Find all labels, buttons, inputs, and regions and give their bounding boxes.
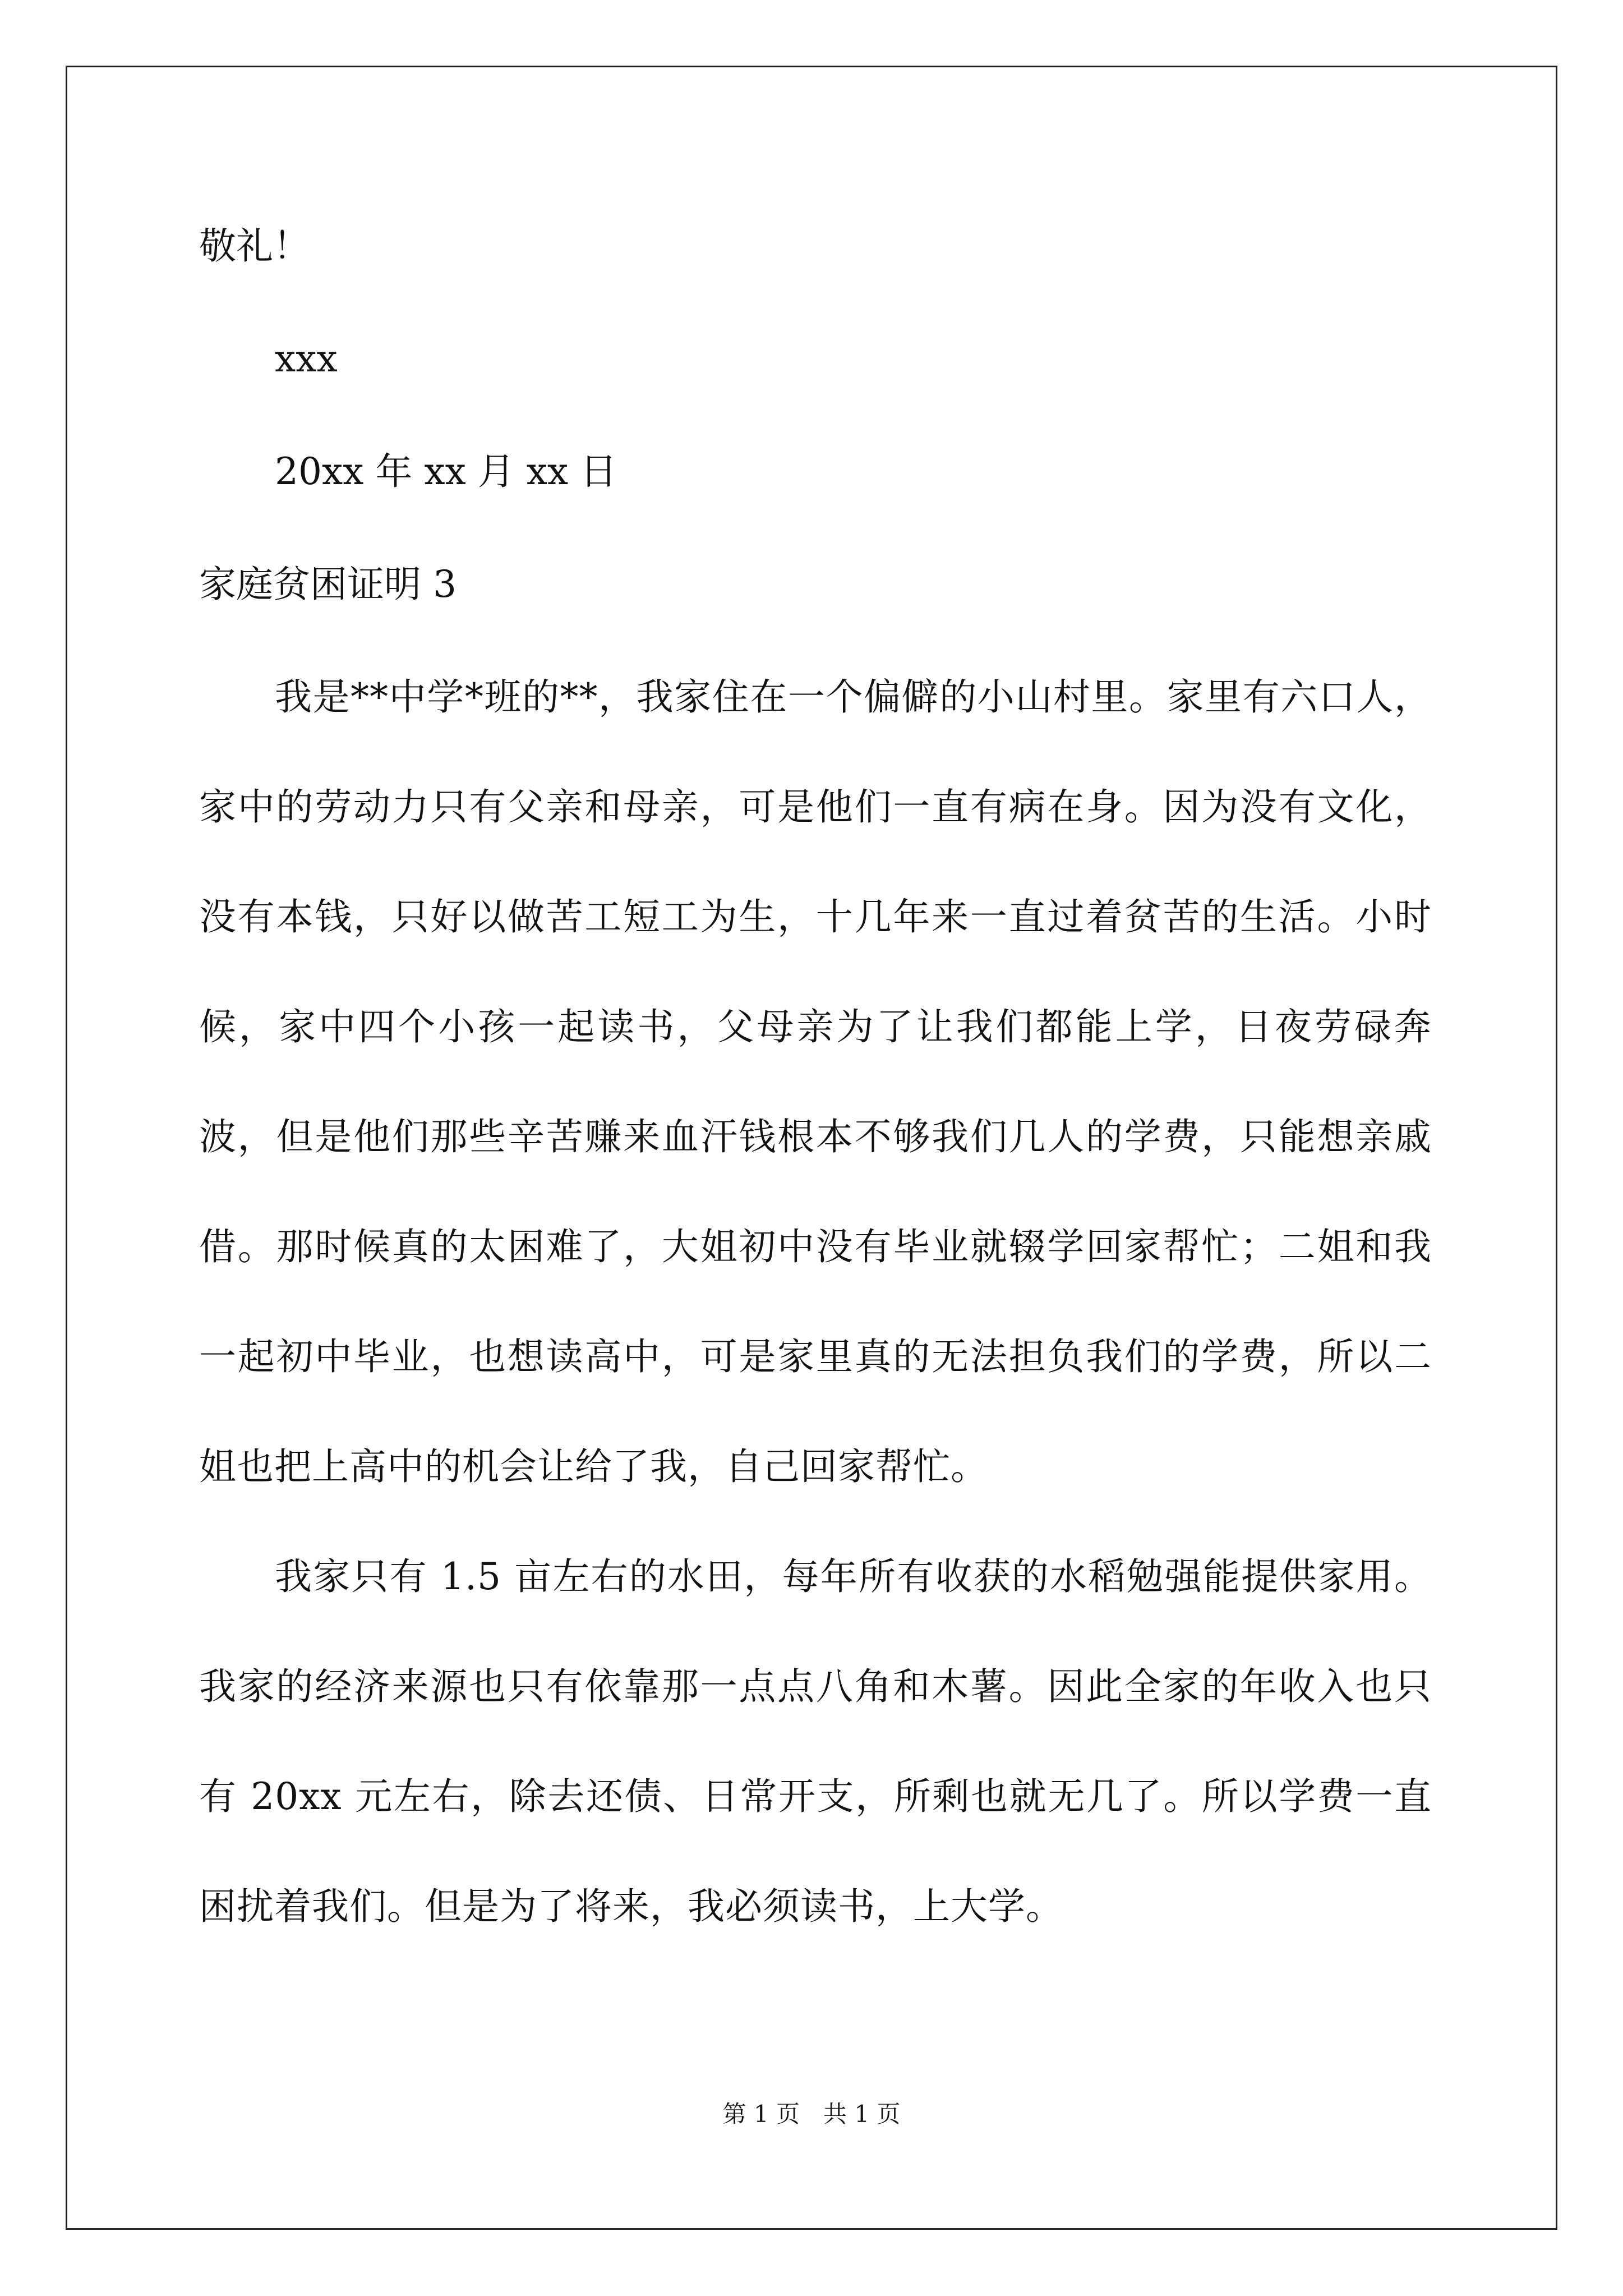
letter-sender: xxx xyxy=(275,337,338,380)
section-heading: 家庭贫困证明 3 xyxy=(199,563,457,606)
page-footer: 第 1 页 共 1 页 xyxy=(722,2100,901,2128)
letter-date: 20xx 年 xx 月 xx 日 xyxy=(275,450,617,493)
paragraph: 我家只有 1.5 亩左右的水田，每年所有收获的水稻勉强能提供家用。我家的经济来源也只有依靠那一点点八角和木薯。因此全家的年收入也只有 20xx 元左右，除去还债、日常开支，所剩也就无几了。所以学费一直困扰着我们。但是为了将来，我必须读书，上大学。 xyxy=(199,1555,1432,1928)
document-body xyxy=(199,213,1432,1962)
paragraph: 我是**中学*班的**，我家住在一个偏僻的小山村里。家里有六口人，家中的劳动力只有父亲和母亲，可是他们一直有病在身。因为没有文化，没有本钱，只好以做苦工短工为生，十几年来一直过着贫苦的生活。小时候，家中四个小孩一起读书，父母亲为了让我们都能上学，日夜劳碌奔波，但是他们那些辛苦赚来血汗钱根本不够我们几人的学费，只能想亲戚借。那时候真的太困难了，大姐初中没有毕业就辍学回家帮忙；二姐和我一起初中毕业，也想读高中，可是家里真的无法担负我们的学费，所以二姐也把上高中的机会让给了我，自己回家帮忙。 xyxy=(199,675,1432,1488)
letter-closing: 敬礼！ xyxy=(199,224,310,268)
